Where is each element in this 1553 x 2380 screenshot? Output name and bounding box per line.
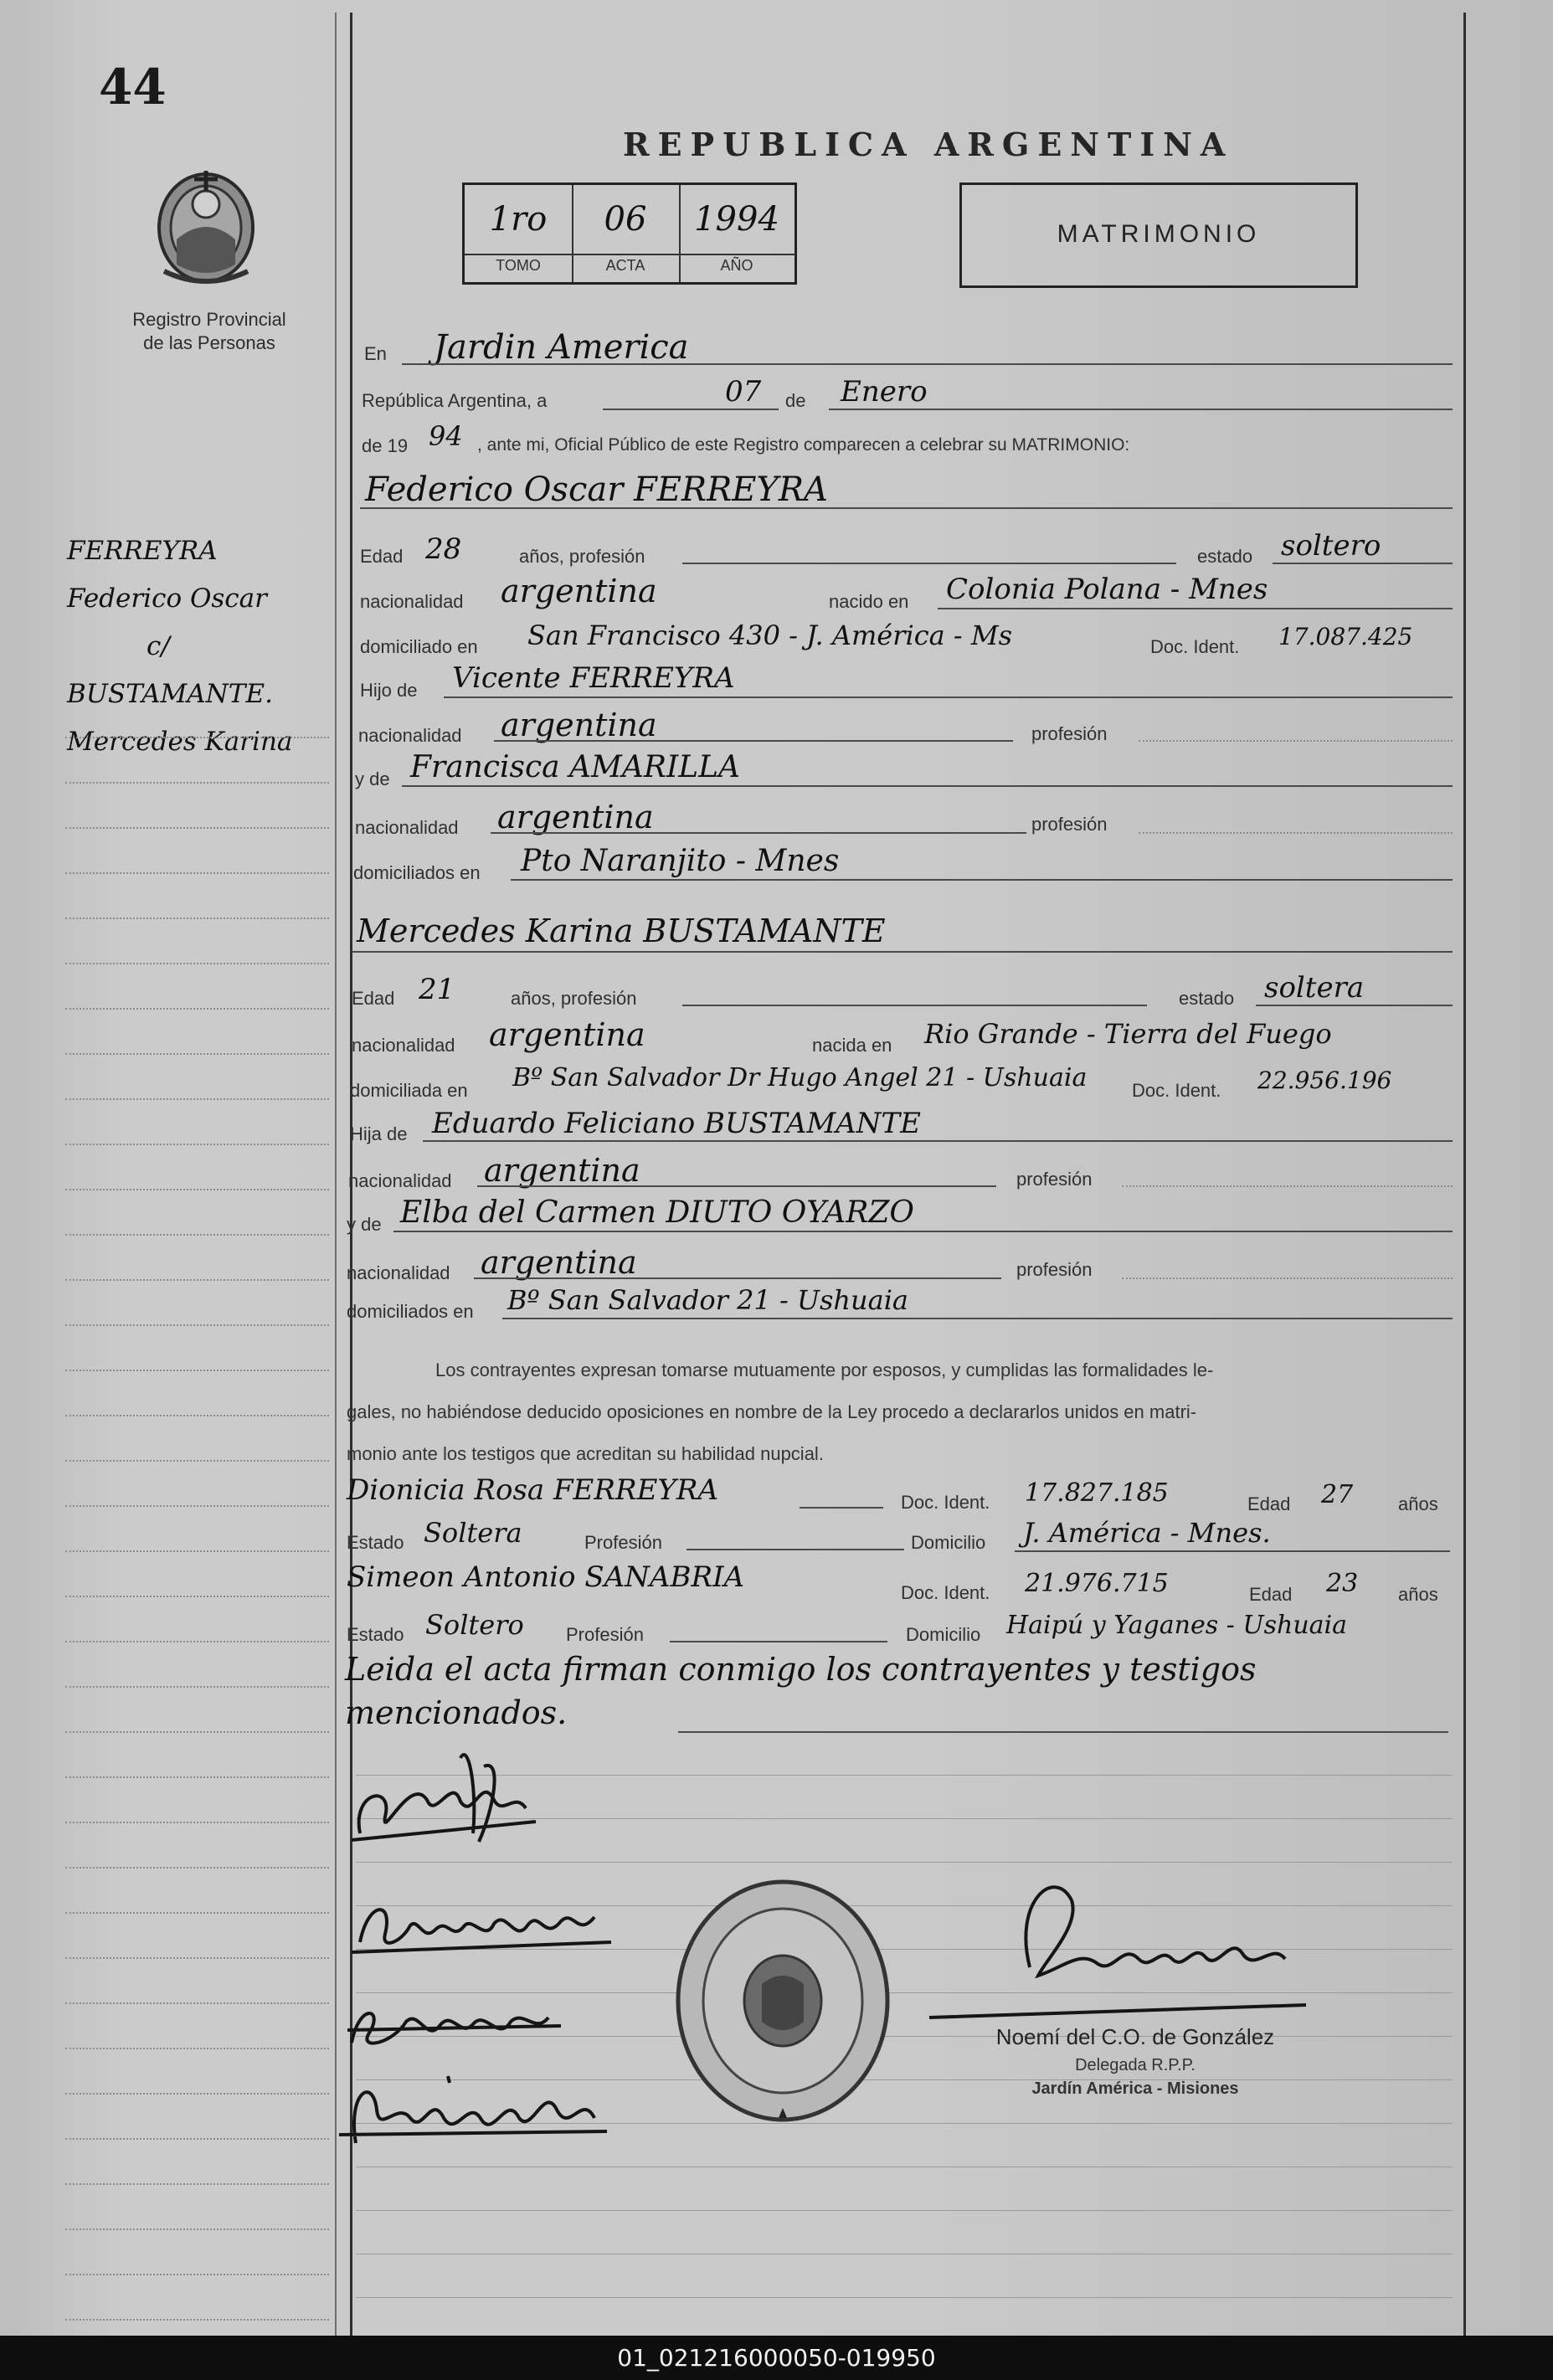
declaration-line-2: gales, no habiéndose deducido oposiciones en nombre de la Ley procedo a declararlos unidos en matri-: [347, 1401, 1197, 1422]
margin-ruled-line: [65, 1731, 329, 1733]
registrar-place: Jardín América - Misiones: [1031, 2079, 1239, 2098]
groom-name: Federico Oscar FERREYRA: [365, 470, 828, 509]
margin-ruled-line: [65, 1415, 329, 1416]
groom-age: 28: [425, 532, 462, 566]
witness1-anos-label: años: [1398, 1493, 1438, 1514]
bride-hija-label: Hija de: [350, 1123, 408, 1144]
margin-ruled-line: [65, 918, 329, 919]
registry-name: [84, 308, 335, 355]
bride-age: 21: [419, 973, 455, 1006]
tomo-value: 1ro: [489, 200, 548, 239]
margin-note-line-1: FERREYRA: [67, 536, 218, 566]
year-suffix: 94: [429, 420, 463, 452]
bride-signature: [343, 1884, 628, 1967]
bride-dom-label: domiciliada en: [350, 1080, 468, 1101]
witness1-age: 27: [1321, 1480, 1354, 1509]
acta-label: ACTA: [605, 257, 645, 274]
bride-address: Bº San Salvador Dr Hugo Angel 21 - Ushuaia: [512, 1063, 1088, 1092]
official-round-seal: [670, 1875, 896, 2126]
de-label: de: [785, 390, 806, 411]
groom-hijo-label: Hijo de: [360, 680, 418, 701]
registry-line-2: de las Personas: [143, 332, 275, 353]
en-label: En: [364, 343, 387, 364]
groom-nac-label: nacionalidad: [360, 591, 464, 612]
margin-ruled-line: [65, 1776, 329, 1778]
appearance-statement: , ante mi, Oficial Público de este Registro comparecen a celebrar su MATRIMONIO:: [477, 435, 1130, 455]
provincial-coat-of-arms: [147, 164, 265, 290]
margin-ruled-line: [65, 1189, 329, 1190]
witness1-id-number: 17.827.185: [1025, 1478, 1169, 1508]
groom-yde-label: y de: [355, 768, 390, 789]
groom-father-prof-label: profesión: [1031, 723, 1108, 744]
witness2-doc-label: Doc. Ident.: [901, 1582, 990, 1603]
witness2-signature: [331, 2059, 632, 2160]
bride-name: Mercedes Karina BUSTAMANTE: [357, 912, 886, 949]
record-number-box: [462, 182, 797, 285]
margin-ruled-line: [65, 2138, 329, 2140]
groom-address: San Francisco 430 - J. América - Ms: [527, 619, 1013, 651]
bride-edad-label: Edad: [352, 988, 395, 1009]
margin-ruled-line: [65, 1098, 329, 1100]
right-margin-line: [1463, 13, 1466, 2336]
margin-ruled-line: [65, 1279, 329, 1281]
groom-mother-nationality: argentina: [497, 799, 654, 835]
margin-ruled-line: [65, 1641, 329, 1642]
margin-ruled-line: [65, 1144, 329, 1145]
registrar-signature: [904, 1850, 1373, 2034]
margin-ruled-line: [65, 737, 329, 738]
groom-edad-label: Edad: [360, 546, 404, 567]
body-ruled-line: [356, 2297, 1453, 2298]
witness2-dom-label: Domicilio: [906, 1624, 981, 1645]
margin-ruled-line: [65, 2183, 329, 2185]
margin-annotation: [67, 527, 292, 766]
margin-ruled-line: [65, 2002, 329, 2004]
groom-civil-status: soltero: [1281, 529, 1381, 563]
witness2-prof-label: Profesión: [566, 1624, 644, 1645]
margin-ruled-line: [65, 1550, 329, 1552]
declaration-line-3: monio ante los testigos que acreditan su habilidad nupcial.: [347, 1443, 824, 1464]
act-type-box: [959, 182, 1358, 288]
margin-ruled-line: [65, 1370, 329, 1371]
bride-nacida-label: nacida en: [812, 1035, 892, 1056]
registrar-name: Noemí del C.O. de González: [995, 2024, 1275, 2049]
margin-ruled-line: [65, 872, 329, 874]
groom-father-nationality: argentina: [501, 707, 657, 743]
act-type: MATRIMONIO: [1057, 220, 1261, 248]
margin-ruled-line: [65, 1505, 329, 1507]
groom-nationality: argentina: [501, 573, 657, 609]
margin-ruled-line: [65, 1460, 329, 1462]
margin-ruled-line: [65, 782, 329, 784]
witness1-civil-status: Soltera: [424, 1517, 522, 1549]
margin-ruled-line: [65, 2048, 329, 2049]
groom-father-nac-label: nacionalidad: [358, 725, 462, 746]
marriage-declaration: [347, 1349, 1452, 1475]
registrar-title: Delegada R.P.P.: [1075, 2056, 1196, 2074]
tomo-label: TOMO: [496, 257, 541, 274]
groom-id-number: 17.087.425: [1278, 623, 1413, 650]
groom-parents-dom-label: domiciliados en: [353, 862, 481, 883]
bride-doc-label: Doc. Ident.: [1132, 1080, 1221, 1101]
margin-note-line-5: Mercedes Karina: [67, 727, 293, 757]
bride-nac-label: nacionalidad: [352, 1035, 455, 1056]
margin-ruled-line: [65, 1008, 329, 1010]
place-value: Jardin America: [434, 328, 689, 367]
closing-line-2: mencionados.: [345, 1694, 568, 1731]
bride-birthplace: Rio Grande - Tierra del Fuego: [924, 1018, 1332, 1050]
registry-line-1: Registro Provincial: [132, 309, 286, 330]
margin-ruled-line: [65, 2319, 329, 2321]
groom-signature: [335, 1741, 670, 1858]
bride-anos-profesion: años, profesión: [511, 988, 637, 1009]
margin-note-line-3: c/: [147, 631, 170, 661]
bride-id-number: 22.956.196: [1257, 1067, 1392, 1094]
bride-yde-label: y de: [347, 1214, 382, 1235]
groom-nacido-label: nacido en: [829, 591, 909, 612]
bride-mother-prof-label: profesión: [1016, 1259, 1093, 1280]
margin-ruled-line: [65, 1053, 329, 1055]
groom-doc-label: Doc. Ident.: [1150, 636, 1240, 657]
closing-line-1: Leida el acta firman conmigo los contrayentes y testigos: [345, 1651, 1257, 1688]
margin-ruled-line: [65, 1822, 329, 1823]
groom-birthplace: Colonia Polana - Mnes: [946, 573, 1268, 606]
country-heading: REPUBLICA ARGENTINA: [623, 126, 1234, 163]
margin-ruled-line: [65, 2228, 329, 2230]
declaration-line-1: Los contrayentes expresan tomarse mutuamente por esposos, y cumplidas las formalidades le-: [435, 1360, 1214, 1380]
folio-number: 44: [99, 59, 167, 116]
witness2-civil-status: Soltero: [425, 1609, 524, 1641]
acta-value: 06: [604, 200, 647, 239]
bride-civil-status: soltera: [1264, 971, 1365, 1005]
month-value: Enero: [841, 375, 928, 409]
witness1-estado-label: Estado: [347, 1532, 404, 1553]
witness1-name: Dionicia Rosa FERREYRA: [347, 1473, 718, 1507]
groom-mother-nac-label: nacionalidad: [355, 817, 459, 838]
groom-mother-name: Francisca AMARILLA: [410, 750, 741, 784]
witness1-doc-label: Doc. Ident.: [901, 1492, 990, 1513]
margin-note-line-2: Federico Oscar: [67, 583, 267, 614]
witness2-estado-label: Estado: [347, 1624, 404, 1645]
bride-mother-name: Elba del Carmen DIUTO OYARZO: [400, 1195, 914, 1230]
witness1-prof-label: Profesión: [584, 1532, 662, 1553]
margin-note-line-4: BUSTAMANTE.: [67, 679, 273, 709]
ano-value: 1994: [694, 200, 779, 239]
margin-ruled-line: [65, 963, 329, 964]
margin-ruled-line: [65, 2093, 329, 2095]
groom-mother-prof-label: profesión: [1031, 814, 1108, 835]
groom-anos-profesion: años, profesión: [519, 546, 645, 567]
witness1-edad-label: Edad: [1247, 1493, 1291, 1514]
margin-ruled-line: [65, 1234, 329, 1236]
witness2-edad-label: Edad: [1249, 1584, 1293, 1605]
bride-mother-nac-label: nacionalidad: [347, 1262, 450, 1283]
bride-father-nationality: argentina: [484, 1152, 640, 1189]
margin-ruled-line: [65, 1957, 329, 1959]
day-value: 07: [725, 375, 762, 409]
witness1-dom-label: Domicilio: [911, 1532, 986, 1553]
republica-label: República Argentina, a: [362, 390, 548, 411]
witness2-address: Haipú y Yaganes - Ushuaia: [1006, 1611, 1348, 1640]
groom-estado-label: estado: [1197, 546, 1253, 567]
bride-father-prof-label: profesión: [1016, 1169, 1093, 1190]
witness2-age: 23: [1326, 1569, 1359, 1598]
groom-father-name: Vicente FERREYRA: [452, 661, 735, 695]
margin-ruled-line: [65, 827, 329, 829]
witness2-name: Simeon Antonio SANABRIA: [347, 1560, 745, 1594]
witness1-signature: [335, 1984, 586, 2068]
bride-estado-label: estado: [1179, 988, 1235, 1009]
bride-parents-dom-label: domiciliados en: [347, 1301, 474, 1322]
year-prefix: de 19: [362, 435, 409, 456]
body-ruled-line: [356, 2210, 1453, 2211]
groom-parents-address: Pto Naranjito - Mnes: [521, 844, 840, 878]
margin-ruled-line: [65, 1912, 329, 1914]
bride-father-nac-label: nacionalidad: [348, 1170, 452, 1191]
margin-ruled-line: [65, 1867, 329, 1869]
margin-ruled-line: [65, 1686, 329, 1688]
bride-mother-nationality: argentina: [481, 1244, 637, 1281]
bride-nationality: argentina: [489, 1016, 645, 1053]
margin-ruled-line: [65, 2274, 329, 2275]
bride-father-name: Eduardo Feliciano BUSTAMANTE: [432, 1107, 921, 1140]
margin-ruled-line: [65, 1596, 329, 1597]
ano-label: AÑO: [720, 257, 753, 274]
witness2-id-number: 21.976.715: [1025, 1569, 1169, 1598]
margin-ruled-line: [65, 1324, 329, 1326]
bride-parents-address: Bº San Salvador 21 - Ushuaia: [507, 1284, 908, 1316]
witness2-anos-label: años: [1398, 1584, 1438, 1605]
groom-dom-label: domiciliado en: [360, 636, 478, 657]
witness1-address: J. América - Mnes.: [1023, 1517, 1271, 1549]
image-caption: 01_021216000050-019950: [0, 2336, 1553, 2380]
